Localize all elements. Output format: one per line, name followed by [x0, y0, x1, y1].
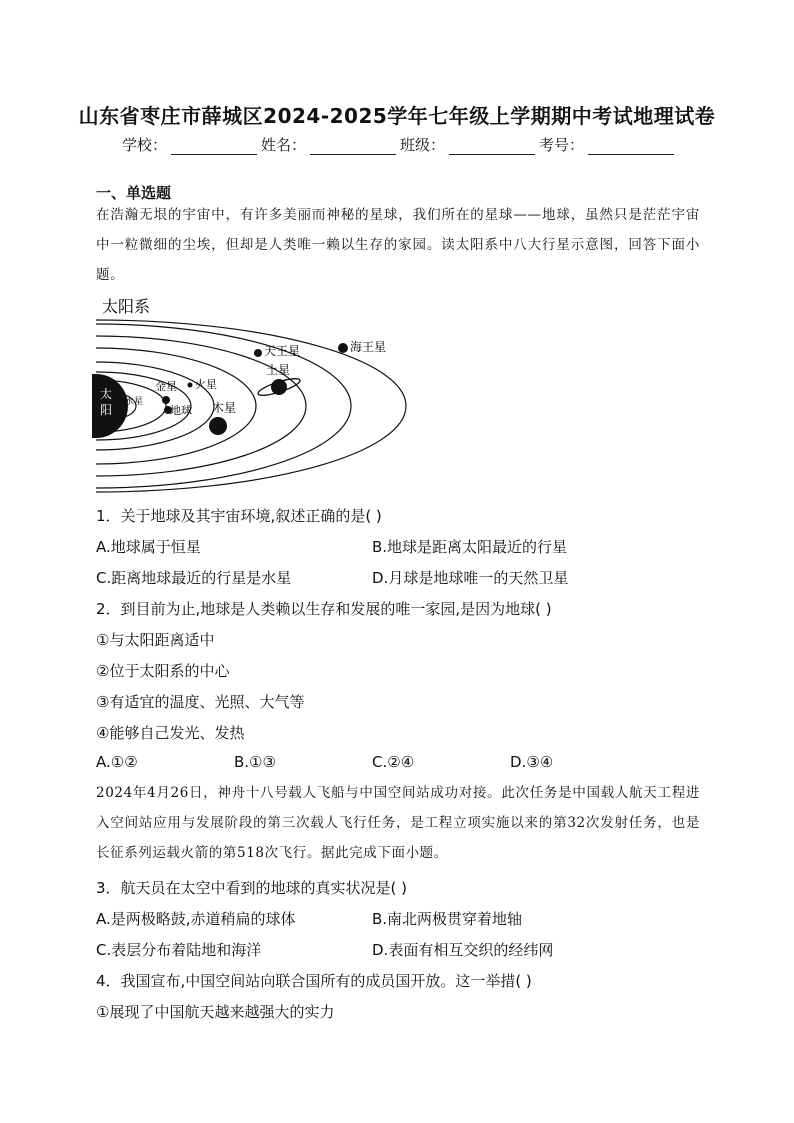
q2-item-4: ④能够自己发光、发热: [96, 724, 245, 742]
q1-option-c[interactable]: C.距离地球最近的行星是水星: [96, 569, 292, 587]
q3-option-d[interactable]: D.表面有相互交织的经纬网: [372, 941, 554, 959]
mercury-label: 水星: [125, 397, 144, 407]
uranus-dot: [254, 349, 262, 357]
q2-item-2: ②位于太阳系的中心: [96, 662, 230, 680]
q3-option-b[interactable]: B.南北两极贯穿着地轴: [372, 910, 523, 928]
student-info-row: [122, 134, 678, 155]
q4-item-1: ①展现了中国航天越来越强大的实力: [96, 1003, 335, 1021]
class-label: 班级：: [400, 136, 446, 154]
passage-space-station: 2024年4月26日，神舟十八号载人飞船与中国空间站成功对接。此次任务是中国载人航天工程进入空间站应用与发展阶段的第三次载人飞行任务，是工程立项实施以来的第32次发射任务，也是长征系列运载火箭的第518次飞行。据此完成下面小题。: [96, 785, 700, 861]
diagram-title: 太阳系: [102, 297, 151, 316]
q2-option-a[interactable]: A.①②: [96, 753, 138, 771]
q2-item-1: ①与太阳距离适中: [96, 631, 215, 649]
venus-label: 金星: [155, 380, 177, 393]
page-title: 山东省枣庄市薛城区2024-2025学年七年级上学期期中考试地理试卷: [78, 104, 716, 128]
number-field[interactable]: [588, 140, 674, 155]
neptune-label: 海王星: [350, 340, 387, 354]
mars-label: 火星: [195, 378, 217, 391]
venus-dot: [162, 396, 170, 404]
q2-option-c[interactable]: C.②④: [372, 753, 415, 771]
sun-label-2: 阳: [100, 403, 113, 417]
earth-label: 地球: [170, 404, 192, 417]
solar-system-diagram: [92, 292, 422, 500]
q3-option-a[interactable]: A.是两极略鼓,赤道稍扁的球体: [96, 910, 296, 928]
sun-label-1: 太: [100, 387, 113, 401]
q1-option-a[interactable]: A.地球属于恒星: [96, 538, 201, 556]
question-4-stem: 4．我国宣布,中国空间站向联合国所有的成员国开放。这一举措( ): [96, 972, 532, 990]
question-3-stem: 3．航天员在太空中看到的地球的真实状况是( ): [96, 879, 408, 897]
class-field[interactable]: [449, 140, 535, 155]
jupiter-label: 木星: [212, 401, 237, 415]
neptune-dot: [338, 343, 348, 353]
q2-option-d[interactable]: D.③④: [510, 753, 554, 771]
saturn-label: 土星: [266, 363, 291, 377]
name-label: 姓名：: [261, 136, 307, 154]
q2-item-3: ③有适宜的温度、光照、大气等: [96, 693, 305, 711]
name-field[interactable]: [310, 140, 396, 155]
q1-option-b[interactable]: B.地球是距离太阳最近的行星: [372, 538, 568, 556]
school-field[interactable]: [171, 140, 257, 155]
uranus-label: 天王星: [264, 344, 301, 358]
mercury-dot: [120, 400, 124, 404]
saturn-dot: [271, 379, 287, 395]
question-2-stem: 2．到目前为止,地球是人类赖以生存和发展的唯一家园,是因为地球( ): [96, 600, 552, 618]
q3-option-c[interactable]: C.表层分布着陆地和海洋: [96, 941, 262, 959]
school-label: 学校：: [122, 136, 168, 154]
jupiter-dot: [209, 417, 227, 435]
section-heading: 一、单选题: [96, 184, 172, 202]
number-label: 考号：: [539, 136, 585, 154]
mars-dot: [188, 383, 193, 388]
question-1-stem: 1．关于地球及其宇宙环境,叙述正确的是( ): [96, 507, 382, 525]
q2-option-b[interactable]: B.①③: [234, 753, 276, 771]
passage-solar-system: 在浩瀚无垠的宇宙中，有许多美丽而神秘的星球，我们所在的星球——地球，虽然只是茫茫宇宙中一粒微细的尘埃，但却是人类唯一赖以生存的家园。读太阳系中八大行星示意图，回答下面小题。: [96, 207, 700, 283]
q1-option-d[interactable]: D.月球是地球唯一的天然卫星: [372, 569, 569, 587]
